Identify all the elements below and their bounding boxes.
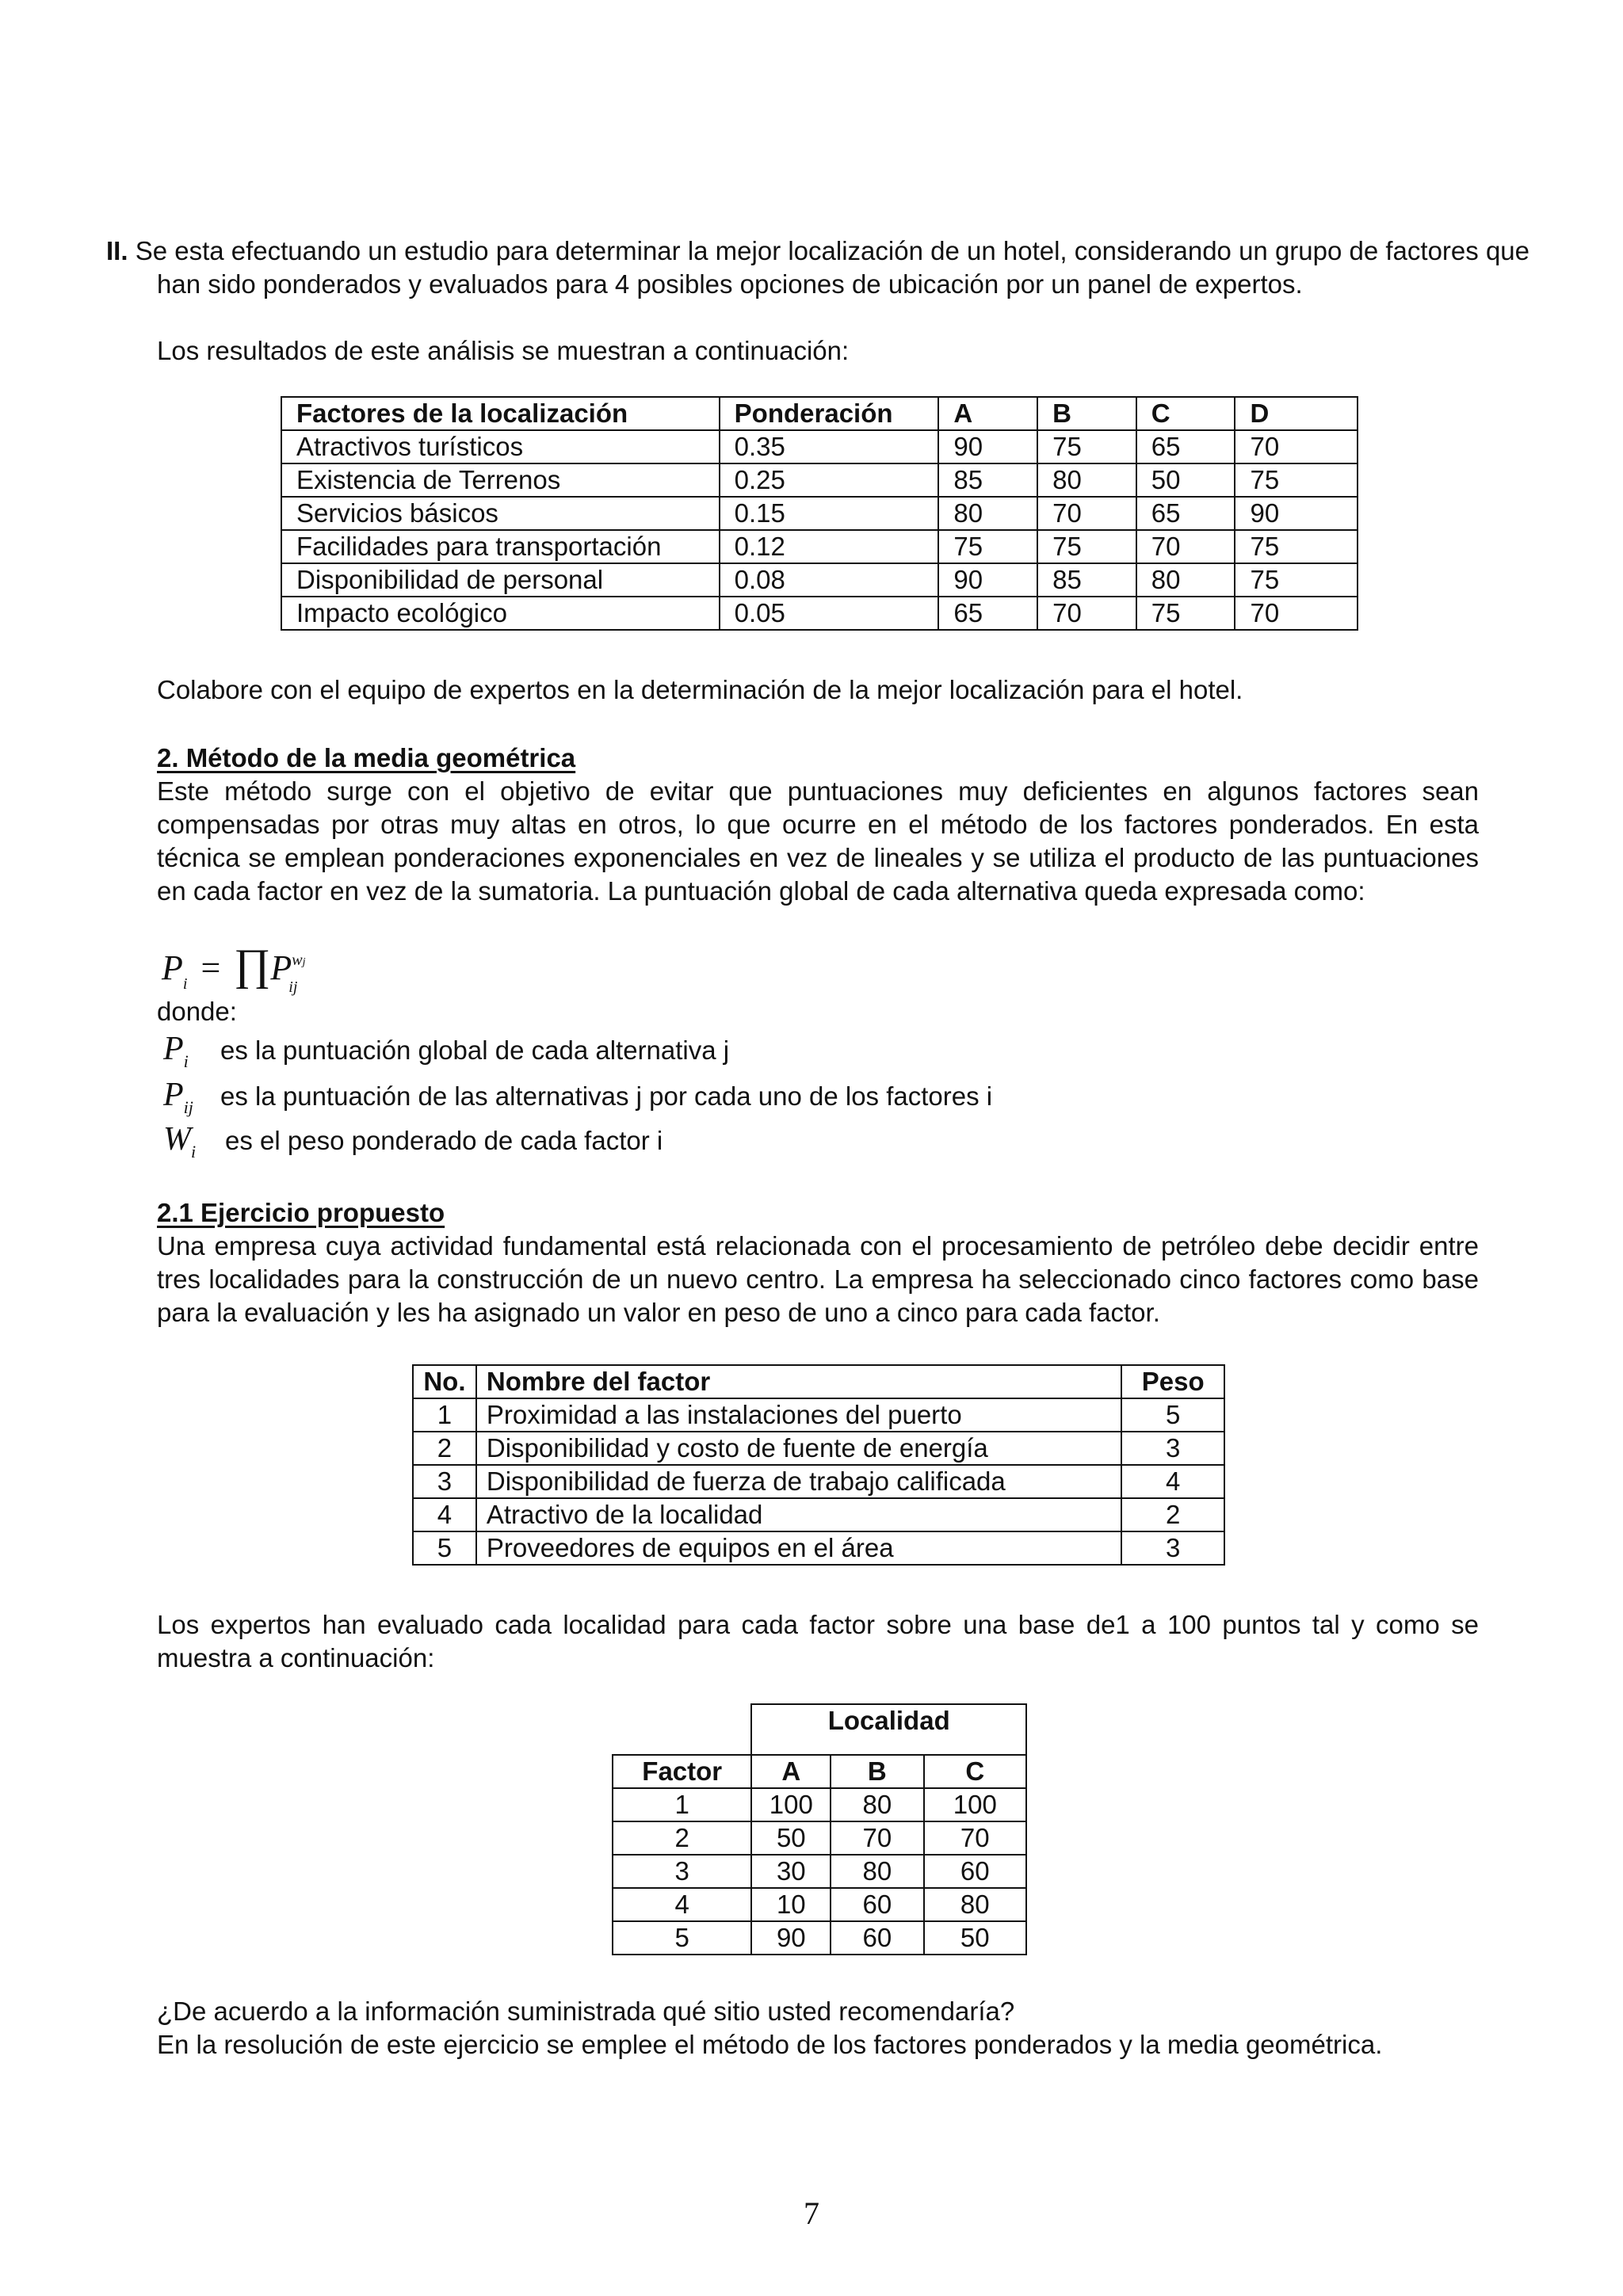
group-header: Localidad: [751, 1704, 1026, 1755]
definition-text: es el peso ponderado de cada factor i: [225, 1126, 663, 1155]
table-cell: 3: [1121, 1432, 1224, 1465]
table-row: [613, 1888, 1026, 1921]
table-cell: 75: [1235, 563, 1358, 597]
table-cell: 0.25: [720, 463, 939, 497]
table-row: [613, 1855, 1026, 1888]
column-header: Nombre del factor: [476, 1365, 1122, 1398]
definition-text: es la puntuación global de cada alternativa j: [220, 1035, 730, 1065]
column-header: B: [831, 1755, 923, 1788]
table-cell: 65: [1136, 430, 1235, 463]
table-cell: Impacto ecológico: [281, 597, 720, 630]
formula-base: P: [270, 948, 292, 987]
table-cell: 50: [751, 1821, 831, 1855]
table-cell: 3: [413, 1465, 476, 1498]
table-cell: Servicios básicos: [281, 497, 720, 530]
table-cell: 3: [1121, 1531, 1224, 1565]
table-cell: 80: [938, 497, 1037, 530]
table-cell: 70: [1136, 530, 1235, 563]
column-header: Peso: [1121, 1365, 1224, 1398]
section-21-body: Una empresa cuya actividad fundamental está relacionada con el procesamiento de petróleo debe decidir entre tres localidades para la construcción de un nuevo centro. La empresa ha seleccionado cinco factores como base para la evaluación y les ha asignado un valor en peso de uno a cinco para cada factor.: [157, 1231, 1479, 1327]
collaborate-text: Colabore con el equipo de expertos en la determinación de la mejor localización para el hotel.: [157, 675, 1243, 704]
table-header-row: [613, 1755, 1026, 1788]
table-row: [413, 1498, 1224, 1531]
problem-ii-text: [106, 235, 1529, 301]
section-21-heading: 2.1 Ejercicio propuesto: [157, 1198, 445, 1227]
definition-symbol: $P_i$: [163, 1031, 189, 1071]
table-cell: 80: [1136, 563, 1235, 597]
table-cell: 75: [1235, 530, 1358, 563]
table-cell: Atractivo de la localidad: [476, 1498, 1122, 1531]
table-cell: 1: [413, 1398, 476, 1432]
table-cell: Existencia de Terrenos: [281, 463, 720, 497]
table-cell: 60: [831, 1888, 923, 1921]
table-row: [281, 597, 1358, 630]
column-header: No.: [413, 1365, 476, 1398]
table-cell: 75: [1037, 530, 1136, 563]
empty-corner-cell: [613, 1704, 751, 1755]
group-header-row: [613, 1704, 1026, 1755]
table-row: [613, 1921, 1026, 1955]
column-header: D: [1235, 397, 1358, 430]
section-2-heading: 2. Método de la media geométrica: [157, 743, 576, 772]
definition-item: [163, 1030, 730, 1071]
table-row: [413, 1398, 1224, 1432]
formula-lhs-sub: i: [182, 975, 188, 993]
table-row: [613, 1788, 1026, 1821]
table-row: [281, 530, 1358, 563]
table-cell: 0.15: [720, 497, 939, 530]
table-cell: 0.12: [720, 530, 939, 563]
table-cell: 70: [1037, 597, 1136, 630]
table-cell: 80: [924, 1888, 1026, 1921]
table-cell: 70: [1235, 430, 1358, 463]
table-cell: 75: [1037, 430, 1136, 463]
table-cell: Atractivos turísticos: [281, 430, 720, 463]
formula-exp: wj: [292, 952, 306, 969]
question-text: ¿De acuerdo a la información suministrada qué sitio usted recomendaría?: [157, 1997, 1015, 2026]
table-cell: 100: [924, 1788, 1026, 1821]
table-cell: 75: [1235, 463, 1358, 497]
table-cell: 10: [751, 1888, 831, 1921]
definition-symbol: $P_{ij}$: [163, 1077, 193, 1117]
table-cell: 100: [751, 1788, 831, 1821]
table-row: [413, 1531, 1224, 1565]
table-cell: 80: [831, 1855, 923, 1888]
table-cell: 85: [1037, 563, 1136, 597]
location-scores-table: [612, 1703, 1027, 1955]
table-cell: 70: [924, 1821, 1026, 1855]
table-cell: 0.08: [720, 563, 939, 597]
problem-ii-body: Se esta efectuando un estudio para determinar la mejor localización de un hotel, considerando un grupo de factores que han sido ponderados y evaluados para 4 posibles opciones de ubicación por un panel de expertos.: [135, 236, 1529, 299]
table-cell: 60: [924, 1855, 1026, 1888]
table-row: [613, 1821, 1026, 1855]
table-cell: 1: [613, 1788, 751, 1821]
column-header: Factores de la localización: [281, 397, 720, 430]
formula-equals: =: [200, 948, 221, 987]
table-cell: Disponibilidad de personal: [281, 563, 720, 597]
formula-lhs: P: [162, 948, 183, 987]
table-cell: 4: [1121, 1465, 1224, 1498]
table-row: [281, 497, 1358, 530]
definition-item: [163, 1076, 993, 1117]
results-intro: Los resultados de este análisis se muestran a continuación:: [157, 336, 850, 365]
table-cell: 75: [938, 530, 1037, 563]
table-row: [413, 1465, 1224, 1498]
definition-item: [163, 1120, 663, 1161]
table-cell: 90: [938, 563, 1037, 597]
table-cell: 60: [831, 1921, 923, 1955]
table-cell: 50: [924, 1921, 1026, 1955]
table-cell: 75: [1136, 597, 1235, 630]
table-cell: 90: [938, 430, 1037, 463]
table-cell: Proximidad a las instalaciones del puerto: [476, 1398, 1122, 1432]
column-header: Factor: [613, 1755, 751, 1788]
table-cell: 80: [831, 1788, 923, 1821]
table-cell: 2: [1121, 1498, 1224, 1531]
table-cell: 2: [413, 1432, 476, 1465]
table-cell: 0.35: [720, 430, 939, 463]
table-header-row: [281, 397, 1358, 430]
definition-symbol: $W_i$: [163, 1121, 197, 1161]
column-header: C: [1136, 397, 1235, 430]
problem-ii-label: II.: [106, 236, 128, 265]
table-cell: 4: [413, 1498, 476, 1531]
table-row: [281, 563, 1358, 597]
table-row: [281, 430, 1358, 463]
experts-text: Los expertos han evaluado cada localidad para cada factor sobre una base de1 a 100 puntos tal y como se muestra a continuación:: [157, 1610, 1479, 1672]
table-cell: 70: [1235, 597, 1358, 630]
section-2-body: Este método surge con el objetivo de evitar que puntuaciones muy deficientes en algunos factores sean compensadas por otras muy altas en otros, lo que ocurre en el método de los factores ponderados. En esta técnica se emplean ponderaciones exponenciales en vez de lineales y se utiliza el producto de las puntuaciones en cada factor en vez de la sumatoria. La puntuación global de cada alternativa queda expresada como:: [157, 776, 1479, 906]
column-header: Ponderación: [720, 397, 939, 430]
table-cell: 2: [613, 1821, 751, 1855]
table-header-row: [413, 1365, 1224, 1398]
table-cell: 50: [1136, 463, 1235, 497]
table-cell: 90: [1235, 497, 1358, 530]
column-header: C: [924, 1755, 1026, 1788]
column-header: A: [938, 397, 1037, 430]
table-cell: Disponibilidad de fuerza de trabajo calificada: [476, 1465, 1122, 1498]
table-cell: 90: [751, 1921, 831, 1955]
geometric-mean-formula: [162, 941, 315, 998]
table-cell: Facilidades para transportación: [281, 530, 720, 563]
hotel-factors-table: [281, 396, 1358, 631]
table-cell: 5: [613, 1921, 751, 1955]
table-cell: Disponibilidad y costo de fuente de energía: [476, 1432, 1122, 1465]
column-header: A: [751, 1755, 831, 1788]
table-cell: Proveedores de equipos en el área: [476, 1531, 1122, 1565]
table-cell: 65: [1136, 497, 1235, 530]
table-cell: 80: [1037, 463, 1136, 497]
table-cell: 5: [413, 1531, 476, 1565]
table-cell: 30: [751, 1855, 831, 1888]
product-symbol: ∏: [234, 940, 271, 990]
table-cell: 70: [1037, 497, 1136, 530]
page-number: 7: [804, 2195, 819, 2231]
formula-base-sub: ij: [288, 978, 298, 996]
table-cell: 0.05: [720, 597, 939, 630]
table-cell: 4: [613, 1888, 751, 1921]
definition-text: es la puntuación de las alternativas j por cada uno de los factores i: [220, 1081, 993, 1111]
table-cell: 70: [831, 1821, 923, 1855]
weighted-factors-table: [412, 1364, 1225, 1566]
table-cell: 65: [938, 597, 1037, 630]
table-row: [413, 1432, 1224, 1465]
table-row: [281, 463, 1358, 497]
table-cell: 85: [938, 463, 1037, 497]
table-cell: 3: [613, 1855, 751, 1888]
instruction-text: En la resolución de este ejercicio se emplee el método de los factores ponderados y la media geométrica.: [157, 2030, 1383, 2059]
donde-label: donde:: [157, 997, 237, 1026]
column-header: B: [1037, 397, 1136, 430]
table-cell: 5: [1121, 1398, 1224, 1432]
